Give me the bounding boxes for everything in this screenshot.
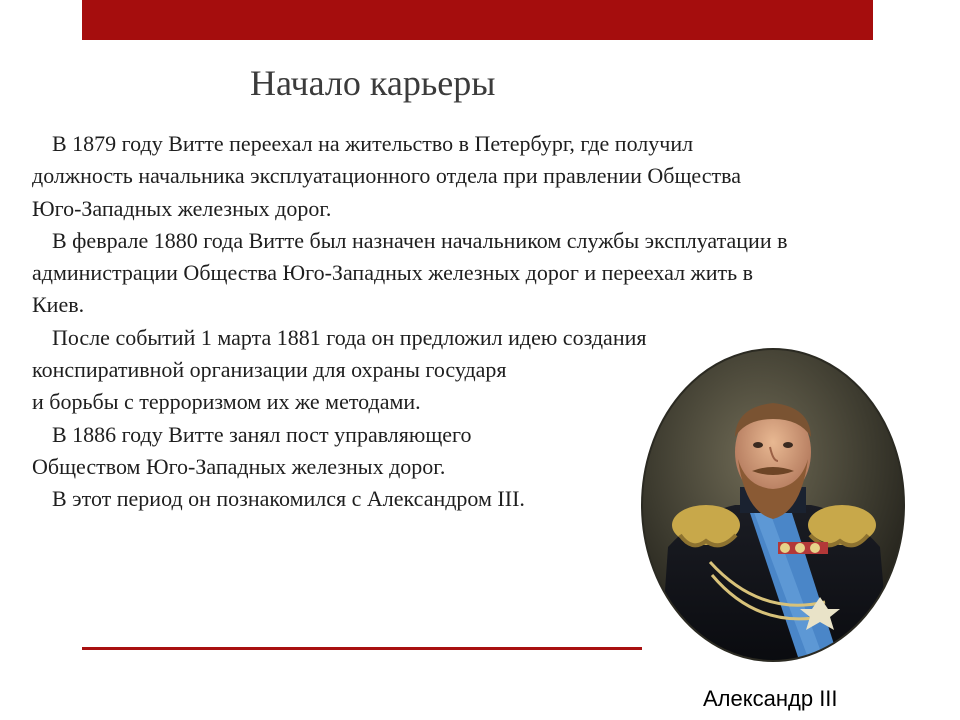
text-line: конспиративной организации для охраны государя: [32, 357, 507, 383]
text-line: В этот период он познакомился с Александром III.: [52, 486, 525, 512]
text-line: В 1886 году Витте занял пост управляющего: [52, 421, 472, 447]
text-line: В 1879 году Витте переехал на жительство в Петербург, где получил: [52, 131, 694, 156]
text-line: После событий 1 марта 1881 года он предложил идею создания: [52, 324, 647, 350]
text-line: Обществом Юго-Западных железных дорог.: [32, 453, 446, 479]
text-line: В феврале 1880 года Витте был назначен начальником службы эксплуатации в: [52, 227, 788, 253]
portrait-image: [640, 347, 906, 663]
text-line: Киев.: [32, 292, 85, 318]
slide-title: Начало карьеры: [250, 63, 496, 103]
text-line: Юго-Западных железных дорог.: [32, 195, 332, 221]
text-line: и борьбы с терроризмом их же методами.: [32, 389, 421, 415]
top-accent-bar: [82, 0, 873, 40]
text-line: должность начальника эксплуатационного отдела при правлении Общества: [32, 163, 741, 189]
bottom-divider-line: [82, 647, 642, 650]
portrait-caption: Александр III: [703, 686, 838, 711]
text-line: администрации Общества Юго-Западных железных дорог и переехал жить в: [32, 260, 754, 286]
